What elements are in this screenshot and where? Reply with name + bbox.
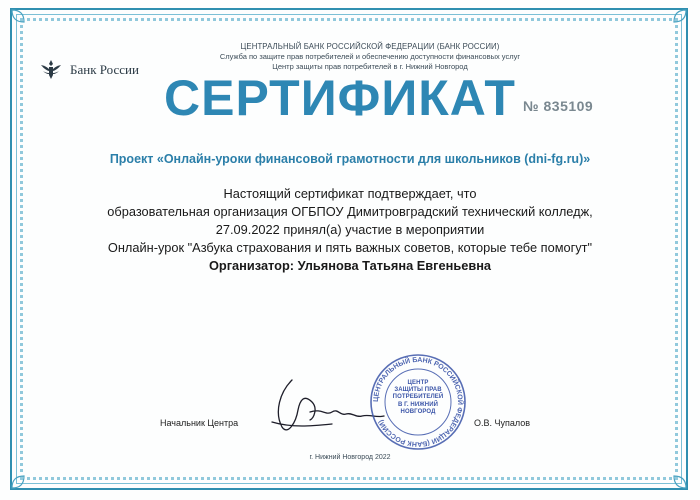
stamp-line-2: ЗАЩИТЫ ПРАВ	[394, 387, 442, 394]
stamp-line-1: ЦЕНТР	[407, 380, 429, 386]
stamp-line-3: ПОТРЕБИТЕЛЕЙ	[392, 394, 444, 401]
signatory-name: О.В. Чупалов	[474, 418, 531, 428]
stamp-center-text	[392, 380, 444, 416]
issuer-header	[140, 42, 600, 72]
signatory-role: Начальник Центра	[160, 418, 239, 428]
eagle-emblem-icon	[38, 57, 64, 83]
certificate-body	[40, 185, 660, 275]
organizer-line: Организатор: Ульянова Татьяна Евгеньевна	[208, 258, 492, 273]
city-year: г. Нижний Новгород 2022	[309, 454, 391, 461]
stamp-line-5: НОВГОРОД	[400, 408, 436, 415]
body-line-1: Настоящий сертификат подтверждает, что	[223, 186, 477, 201]
bank-logo	[38, 57, 139, 83]
certificate-number: № 835109	[523, 98, 594, 114]
body-line-3: 27.09.2022 принял(а) участие в мероприятии	[215, 222, 485, 237]
issuer-center: Центр защиты прав потребителей в г. Нижний Новгород	[272, 62, 468, 71]
issuer-service: Служба по защите прав потребителей и обеспечению доступности финансовых услуг	[219, 52, 521, 61]
body-line-4: Онлайн-урок "Азбука страхования и пять важных советов, которые тебе помогут"	[107, 240, 593, 255]
bank-name: Банк России	[70, 62, 139, 77]
issuer-organization: ЦЕНТРАЛЬНЫЙ БАНК РОССИЙСКОЙ ФЕДЕРАЦИИ (БАНК РОССИИ)	[240, 42, 500, 51]
stamp-line-4: В Г. НИЖНИЙ	[397, 401, 439, 408]
body-line-2: образовательная организация ОГБПОУ Димитровградский технический колледж,	[107, 204, 593, 219]
certificate-title: СЕРТИФИКАТ	[164, 70, 516, 126]
stamp-ring-text: ЦЕНТРАЛЬНЫЙ БАНК РОССИЙСКОЙ ФЕДЕРАЦИИ (БАНК РОССИИ)	[372, 356, 464, 448]
project-name: Проект «Онлайн-уроки финансовой грамотности для школьников (dni-fg.ru)»	[109, 152, 591, 166]
